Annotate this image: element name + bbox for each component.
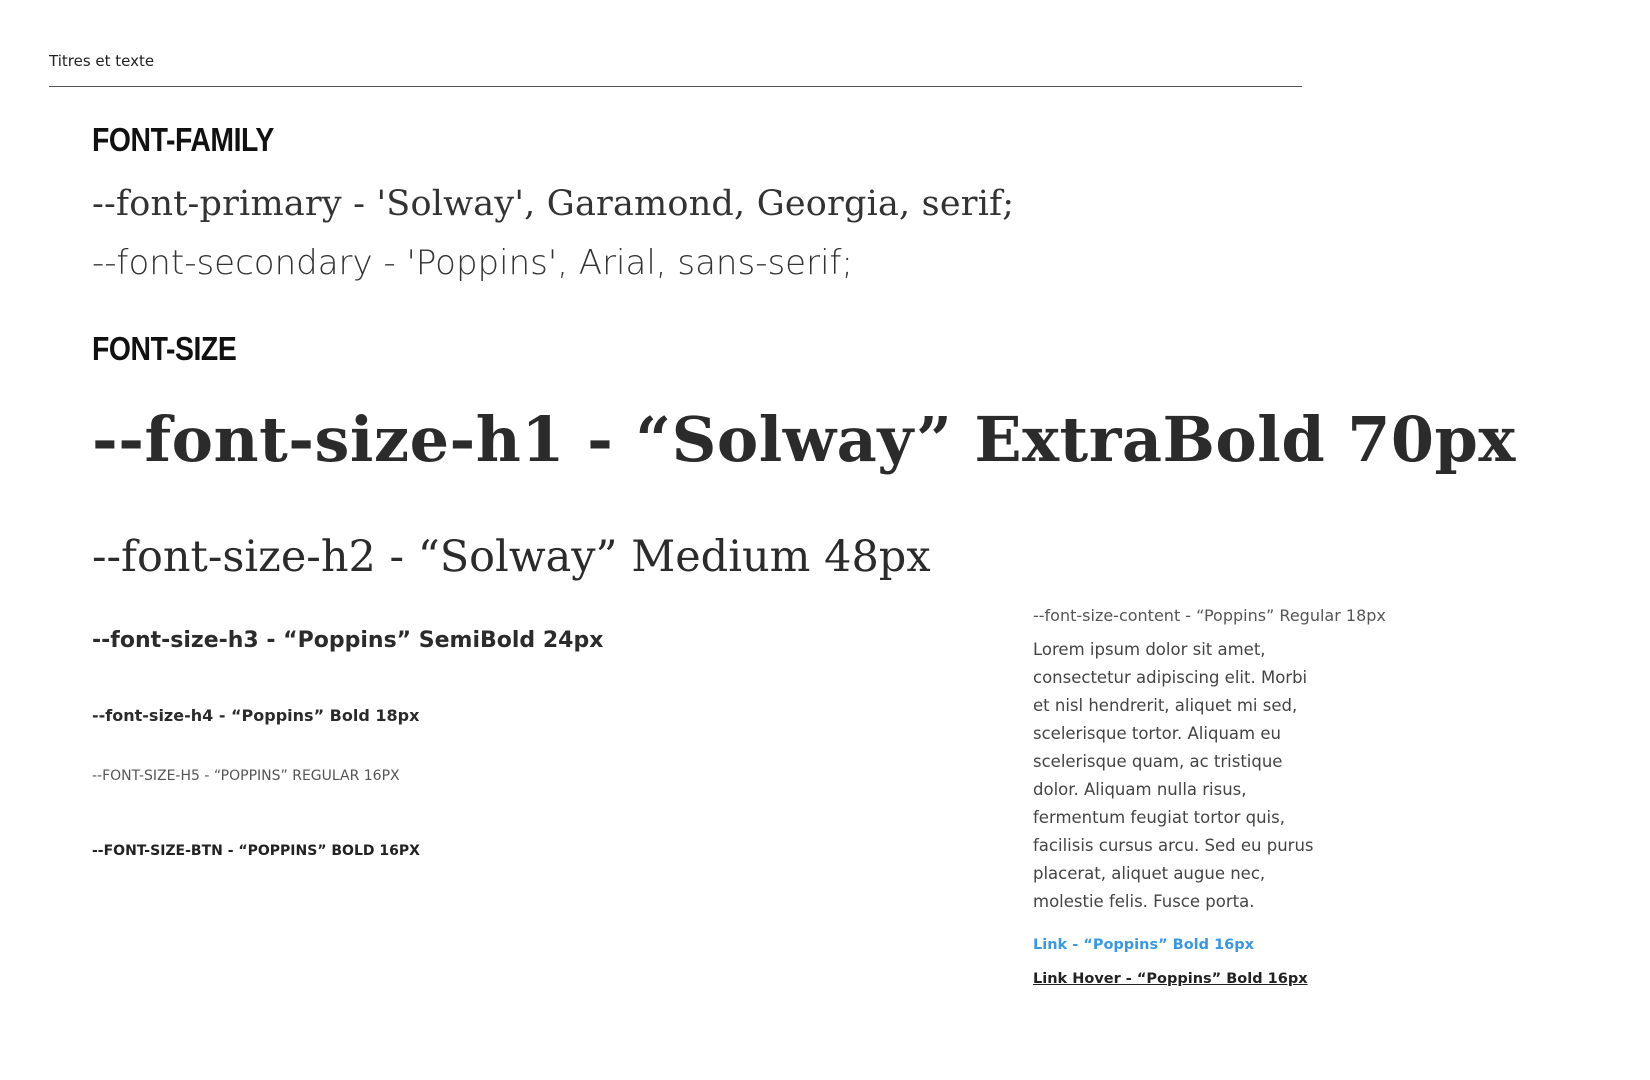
content-line: molestie felis. Fusce porta. bbox=[1033, 892, 1255, 911]
font-size-heading: FONT-SIZE bbox=[92, 330, 237, 367]
content-paragraph bbox=[1033, 636, 1338, 916]
font-primary-sample: --font-primary - 'Solway', Garamond, Georgia, serif; bbox=[92, 184, 1015, 224]
content-line: dolor. Aliquam nulla risus, bbox=[1033, 780, 1247, 799]
font-size-h3-sample: --font-size-h3 - “Poppins” SemiBold 24px bbox=[92, 628, 604, 653]
content-line: placerat, aliquet augue nec, bbox=[1033, 864, 1266, 883]
font-size-btn-sample: --FONT-SIZE-BTN - “POPPINS” BOLD 16PX bbox=[92, 843, 420, 859]
content-line: fermentum feugiat tortor quis, bbox=[1033, 808, 1285, 827]
font-size-h4-sample: --font-size-h4 - “Poppins” Bold 18px bbox=[92, 706, 420, 725]
page-title: Titres et texte bbox=[49, 52, 155, 70]
font-size-h5-sample: --FONT-SIZE-H5 - “POPPINS” REGULAR 16PX bbox=[92, 768, 400, 784]
content-line: et nisl hendrerit, aliquet mi sed, bbox=[1033, 696, 1298, 715]
font-size-h1-sample: --font-size-h1 - “Solway” ExtraBold 70px bbox=[92, 403, 1516, 476]
title-divider bbox=[49, 86, 1302, 87]
font-family-heading: FONT-FAMILY bbox=[92, 121, 274, 158]
font-secondary-sample: --font-secondary - 'Poppins', Arial, sans-serif; bbox=[92, 243, 853, 283]
content-line: Lorem ipsum dolor sit amet, bbox=[1033, 640, 1266, 659]
content-line: consectetur adipiscing elit. Morbi bbox=[1033, 668, 1308, 687]
content-line: scelerisque quam, ac tristique bbox=[1033, 752, 1283, 771]
content-line: scelerisque tortor. Aliquam eu bbox=[1033, 724, 1281, 743]
font-size-h2-sample: --font-size-h2 - “Solway” Medium 48px bbox=[92, 532, 931, 582]
content-line: facilisis cursus arcu. Sed eu purus bbox=[1033, 836, 1314, 855]
link-sample[interactable]: Link - “Poppins” Bold 16px bbox=[1033, 937, 1254, 953]
link-hover-sample[interactable]: Link Hover - “Poppins” Bold 16px bbox=[1033, 971, 1308, 987]
content-size-label: --font-size-content - “Poppins” Regular 18px bbox=[1033, 606, 1386, 625]
